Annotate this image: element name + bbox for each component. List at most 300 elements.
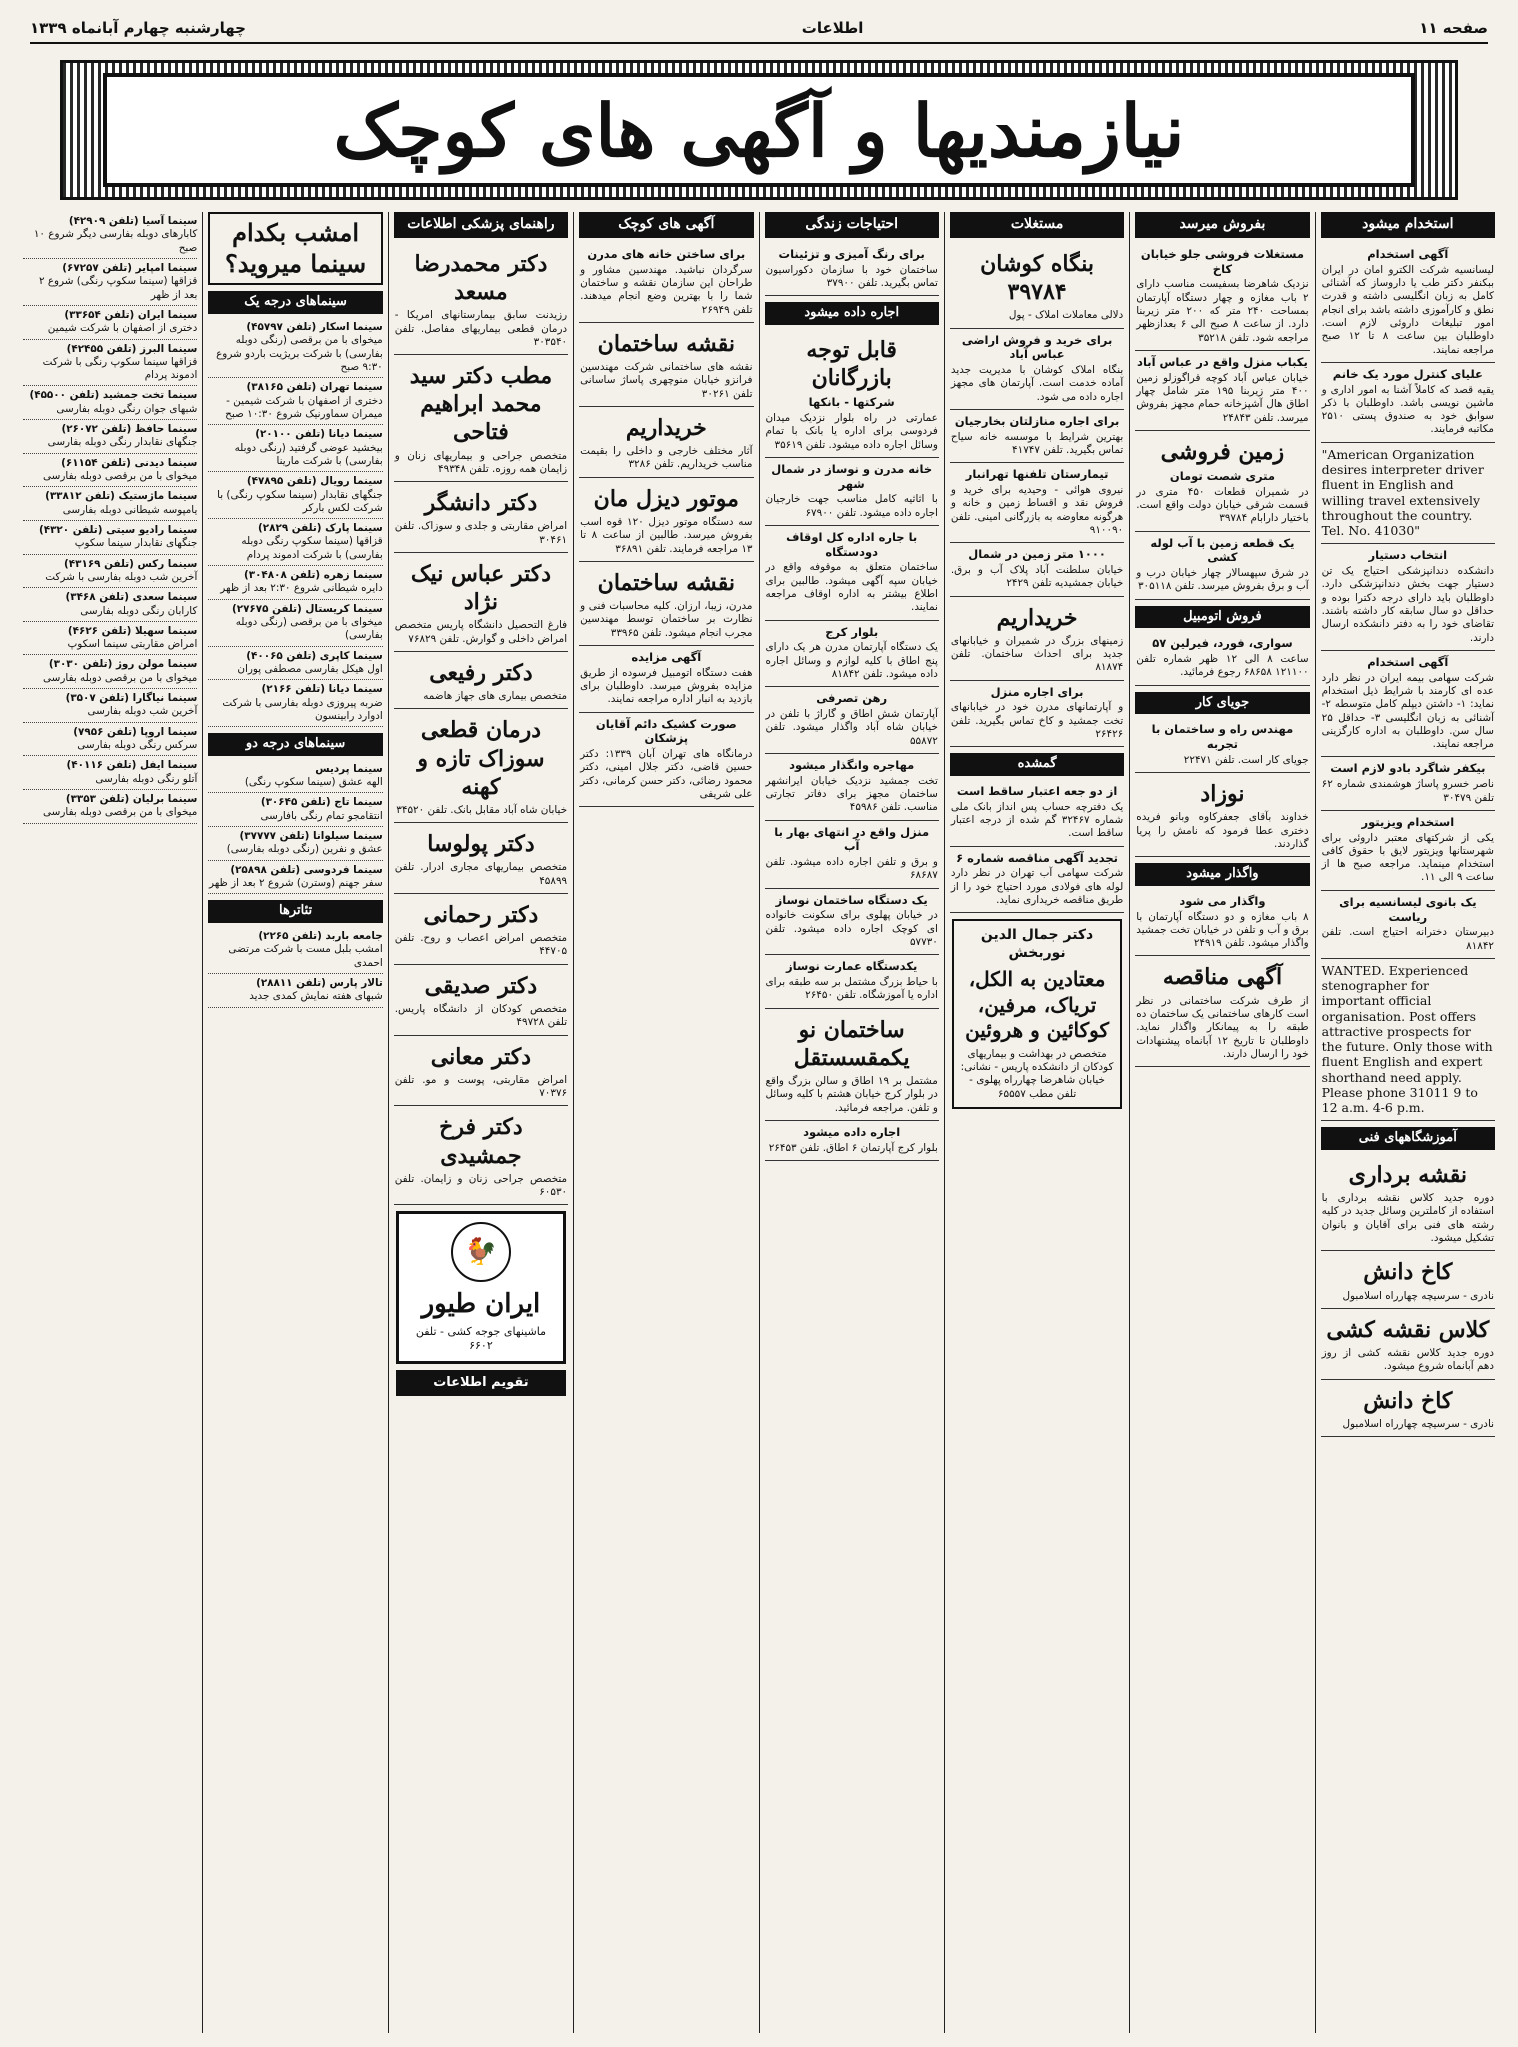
cinema-name: سینما مولن روژ (تلفن ۳۰۳۰) xyxy=(48,658,198,671)
classified-ad xyxy=(1135,431,1309,532)
ad-body: خیابان سلطنت آباد پلاک آب و برق. خیابان جمشیدیه تلفن ۲۴۲۹ xyxy=(950,563,1124,590)
ad-title: برای رنگ آمیزی و تزئینات xyxy=(778,246,925,261)
ad-headline: دکتر رحمانی xyxy=(423,902,539,928)
cinema-program: آخرین شب دوبله بفارسی xyxy=(87,705,198,718)
ad-headline: نقشه ساختمان xyxy=(597,569,735,596)
ad-headline: زمین فروشی xyxy=(1160,438,1285,465)
classified-ad xyxy=(394,965,568,1036)
section-subheading: اجاره داده میشود xyxy=(765,302,939,325)
ad-headline: موتور دیزل مان xyxy=(593,485,739,512)
ad-headline: مطب دکتر سید محمد ابراهیم فتاحی xyxy=(409,363,553,446)
cinema-program: دختری از اصفهان با شرکت شیمین xyxy=(47,322,198,335)
cinema-name: سینما اروپا (تلفن ۷۹۵۶) xyxy=(73,725,198,738)
cinema-listing xyxy=(23,723,197,757)
cinema-program: بیخشید عوضی گرفتید (رنگی دوبله بفارسی) با شرکت مارینا xyxy=(234,441,383,467)
ad-body: آپارتمان شش اطاق و گاراژ با تلفن در خیابان شاه آباد واگذار میشود. تلفن ۵۵۸۷۲ xyxy=(765,707,938,747)
ad-body: و آپارتمانهای مدرن خود در خیابانهای تخت جمشید و کاخ تماس بگیرید. تلفن ۲۶۴۲۶ xyxy=(950,701,1124,740)
cinema-name: سینما آسیا (تلفن ۴۲۹۰۹) xyxy=(68,215,198,227)
column-heading: راهنمای پزشکی اطلاعات xyxy=(394,212,568,238)
cinema-name: سینما البرز (تلفن ۴۲۴۵۵) xyxy=(66,342,198,355)
ad-headline: دکتر رفیعی xyxy=(429,659,533,686)
cinema-name: سینما ایفل (تلفن ۴۰۱۱۶) xyxy=(66,759,198,772)
ad-body: در شمیران قطعات ۴۵۰ متری در قسمت شرقی خیابان دولت واقع است. باختیار دارابام ۳۹۷۸۴ xyxy=(1136,485,1309,525)
section-subheading: گمشده xyxy=(950,753,1124,776)
classified-ad xyxy=(950,681,1124,748)
cinema-name: سینما اسکار (تلفن ۴۵۷۹۷) xyxy=(246,321,383,334)
cinema-program: کارابان رنگی دوبله بفارسی xyxy=(80,604,198,617)
cinema-name: سینما سعدی (تلفن ۳۴۶۸) xyxy=(65,591,198,604)
ad-body: ساعت ۸ الی ۱۲ ظهر شماره تلفن ۱۲۱۱۰۰ ۶۸۶۵۸ رجوع فرمائید. xyxy=(1136,653,1309,679)
cinema-program: آخرین شب دوبله بفارسی با شرکت xyxy=(45,570,198,583)
brand-tagline: ماشینهای جوجه کشی - تلفن ۶۶۰۲ xyxy=(415,1324,546,1352)
ad-body: بلوار کرج آپارتمان ۶ اطاق. تلفن ۲۶۴۵۳ xyxy=(768,1141,938,1154)
cinema-listing xyxy=(23,212,197,259)
column-5 xyxy=(573,212,758,2033)
ad-title: بلوار کرج xyxy=(825,624,879,639)
classified-ad xyxy=(579,713,753,808)
ad-body: لیسانسیه شرکت الکترو امان در ایران ببکنفر دکتر طب یا داروساز که آشنائی کامل به زبان انگلیسی داشته و قدرت نطق و کارآموزی داشته باشد برای انجام امور تبلیغات داروئی لازم است. داوطلبان بین ساعت ۸ تا ۱۲ صبح مراجعه نمایند. xyxy=(1321,263,1495,356)
classified-ad xyxy=(950,543,1124,596)
ad-body: در خیابان پهلوی برای سکونت خانواده ای کوچک اجاره داده میشود. تلفن ۵۷۷۳۰ xyxy=(765,909,938,948)
cinema-listing xyxy=(23,756,197,790)
cinema-name: سینما امپایر (تلفن ۶۷۲۵۷) xyxy=(62,261,198,274)
cinema-program: شبهای هفته نمایش کمدی جدید xyxy=(249,990,383,1003)
classified-ad xyxy=(1321,1309,1495,1380)
classified-ad xyxy=(765,329,939,458)
classified-ad xyxy=(1321,363,1495,443)
ad-title: از دو جعه اعتبار ساقط است xyxy=(956,783,1118,798)
classified-ad xyxy=(394,894,568,965)
cinema-program: شبهای جوان رنگی دوبله بفارسی xyxy=(56,402,198,415)
page-header xyxy=(30,14,1488,44)
cinema-program: جنگهای نقابدار (سینما سکوپ رنگی) با شرکت لکس بارکر xyxy=(217,488,383,514)
ad-body: در شرق سپهسالار چهار خیابان درب و آب و برق بفروش میرسد. تلفن ۳۰۵۱۱۸ xyxy=(1136,567,1309,593)
masthead-banner xyxy=(60,60,1458,200)
cinema-guide-title: امشب بکدام سینما میروید؟ xyxy=(208,212,382,285)
cinema-listing xyxy=(208,378,382,425)
ad-body: دانشکده دندانپزشکی احتیاج یک تن دستیار جهت بخش دندانپزشکی دارد. داوطلبان باید دارای درجه دکترا بوده و حداقل دو سال سابقه کار داشته باشند. تقاضای خود را به دفتر دانشکده ارسال دارند. xyxy=(1321,565,1494,644)
ad-body: بهترین شرایط با موسسه خانه سیاح تماس بگیرید. تلفن ۴۱۷۴۷ xyxy=(950,430,1124,456)
ad-title: آگهی استخدام xyxy=(1367,246,1449,261)
ad-title: یکباب منزل واقع در عباس آباد xyxy=(1137,354,1308,369)
ad-headline: کاخ دانش xyxy=(1363,1387,1453,1414)
classified-ad: "American Organization desires interpreter driver fluent in English and willing travel extensively throughout the country. Tel. No. 41030" xyxy=(1321,443,1495,545)
classified-ad xyxy=(1135,773,1309,857)
cinema-listing xyxy=(208,680,382,727)
cinema-listing xyxy=(208,927,382,974)
ad-title: بیکفر شاگرد بادو لازم است xyxy=(1330,761,1486,776)
cinema-listing xyxy=(208,760,382,794)
cinema-name: سینما رادیو سیتی (تلفن ۴۳۲۰) xyxy=(38,523,198,536)
ad-headline: کلاس نقشه کشی xyxy=(1326,1316,1490,1343)
cinema-name: سینما تهران (تلفن ۳۸۱۶۵) xyxy=(246,381,383,394)
ad-title: علیای کنترل مورد یک خانم xyxy=(1332,366,1483,381)
ad-body: بنگاه املاک کوشان با مدیریت جدید آماده خدمت است. آپارتمان های مجهز اجاره داده می شود. xyxy=(950,363,1124,403)
ad-title: برای اجاره منازلتان بخارجیان xyxy=(954,413,1120,428)
ad-body: یک دستگاه آپارتمان مدرن هر یک دارای پنج اطاق با کلیه لوازم و وسائل اجاره داده میشود. تلفن ۸۱۸۴۲ xyxy=(765,641,938,680)
column-heading: استخدام میشود xyxy=(1321,212,1495,238)
doctor-name: دکتر جمال الدین نوربخش xyxy=(980,927,1094,962)
ad-title: متری شصت تومان xyxy=(1169,469,1275,484)
doctor-specialty: معتادین به الکل، تریاک، مرفین، کوکائین و هروئین xyxy=(965,967,1110,1043)
ad-headline: نقشه ساختمان xyxy=(597,330,735,357)
ad-headline: خریداریم xyxy=(996,604,1078,631)
rooster-icon: 🐓 xyxy=(451,1222,511,1282)
classified-ad: WANTED. Experienced stenographer for important official organisation. Post offers attractive prospects for the future. Only those with fluent English and expert shorthand need apply. Please phone 31011 9 to 12 a.m. 4-6 p.m. xyxy=(1321,959,1495,1122)
classified-ad xyxy=(1135,532,1309,600)
section-subheading: واگذار میشود xyxy=(1135,863,1309,886)
ad-body: مشتمل بر ۱۹ اطاق و سالن بزرگ واقع در بلوار کرج خیابان هشتم با کلیه وسائل و تلفن. مراجعه فرمائید. xyxy=(765,1074,938,1114)
cinema-listing xyxy=(23,790,197,824)
classified-ad xyxy=(394,652,568,709)
cinema-program: آتلو رنگی دوبله بفارسی xyxy=(95,772,198,785)
cinema-listing xyxy=(23,689,197,723)
classified-ad xyxy=(950,597,1124,681)
ad-body: شرکت سهامی آب تهران در نظر دارد لوله های فولادی مورد احتیاج خود را از طریق مناقصه خریداری نماید. xyxy=(950,867,1124,906)
cinema-listing xyxy=(208,566,382,600)
ad-headline: بنگاه کوشان ۳۹۷۸۴ xyxy=(980,250,1095,306)
cinema-program: سفر جهنم (وسترن) شروع ۲ بعد از ظهر xyxy=(209,877,383,889)
column-heading: آگهی های کوچک xyxy=(579,212,753,238)
ad-title: شرکتها - بانکها xyxy=(808,395,895,410)
ad-body: ساختمان متعلق به موقوفه واقع در خیابان سپه آگهی میشود. طالبین برای اطلاع بیشتر به اداره اوقاف مراجعه نمایند. xyxy=(765,561,938,614)
ad-body: نادری - سرسیچه چهارراه اسلامبول xyxy=(1342,1417,1494,1430)
classified-ad xyxy=(579,243,753,323)
ad-headline: نقشه برداری xyxy=(1348,1161,1467,1188)
ad-body: و برق و تلفن اجاره داده میشود. تلفن ۶۸۶۸۷ xyxy=(765,856,938,882)
classified-ad xyxy=(394,823,568,894)
ad-headline: دکتر صدیقی xyxy=(424,972,538,999)
ad-body: مدرن، زیبا، ارزان. کلیه محاسبات فنی و نظارت بر ساختمان توسط مهندسین مجرب انجام میشود. تلفن ۳۳۹۶۵ xyxy=(580,600,753,639)
cinema-listing xyxy=(208,318,382,378)
cinema-program: قزاقها (سینما سکوپ رنگی) شروع ۲ بعد از ظهر xyxy=(38,275,198,301)
cinema-listing xyxy=(23,622,197,656)
classified-ad xyxy=(1321,811,1495,891)
ad-title: اجاره داده میشود xyxy=(803,1124,901,1139)
masthead-title: نیازمندیها و آگهی های کوچک xyxy=(333,87,1185,173)
cinema-program: دختری از اصفهان با شرکت شیمین - میمران سماورنیک شروع ۱۰:۳۰ صبح xyxy=(225,394,383,420)
ad-body: سرگردان نباشید. مهندسین مشاور و طراحان این سازمان نقشه و ساختمان شما را با بهترین وضع انجام میدهند. تلفن ۲۶۹۴۹ xyxy=(580,263,753,316)
cinema-listing xyxy=(208,827,382,861)
cinema-name: جامعه باربد (تلفن ۲۲۶۵) xyxy=(258,929,383,942)
cinema-program: دایره شیطانی شروع ۲:۳۰ بعد از ظهر xyxy=(220,582,383,595)
ad-body: فارغ التحصیل دانشگاه پاریس متخصص امراض داخلی و گوارش. تلفن ۷۶۸۲۹ xyxy=(394,619,568,645)
classified-ad xyxy=(765,1121,939,1161)
ad-body: نقشه های ساختمانی شرکت مهندسین فرانزو خیابان منوچهری پاساژ ساسانی تلفن ۳۰۲۶۱ xyxy=(580,361,753,400)
ad-headline: دکتر فرخ جمشیدی xyxy=(439,1114,523,1169)
classified-ad xyxy=(394,355,568,482)
ad-body: متخصص امراض اعصاب و روح. تلفن ۴۴۷۰۵ xyxy=(394,932,568,958)
ad-body: یک دفترچه حساب پس انداز بانک ملی شماره ۳۲۴۶۷ گم شده از درجه اعتبار ساقط است. xyxy=(950,800,1124,840)
classified-ad xyxy=(1321,891,1495,959)
cinema-program: جنگهای نقابدار رنگی دوبله بفارسی xyxy=(47,436,198,449)
classified-ad xyxy=(394,709,568,823)
cinema-program: عشق و نفرین (رنگی دوبله بفارسی) xyxy=(226,843,383,856)
ad-body: متخصص جراحی و بیماریهای زنان و زایمان همه روزه. تلفن ۴۹۳۴۸ xyxy=(394,449,568,475)
classified-ad xyxy=(394,1106,568,1205)
classified-ad xyxy=(950,243,1124,329)
classified-ad xyxy=(1321,544,1495,651)
classified-ad xyxy=(394,553,568,652)
ad-title: برای خرید و فروش اراضی عباس آباد xyxy=(961,332,1113,362)
column-heading: احتیاجات زندگی xyxy=(765,212,939,238)
cinema-program: یامپوسه شیطانی دوبله بفارسی xyxy=(62,503,198,516)
cinema-program: جنگهای نقابدار سینما سکوپ xyxy=(74,537,198,550)
classified-ad xyxy=(765,458,939,526)
classified-ad xyxy=(1321,1380,1495,1437)
column-heading: مستغلات xyxy=(950,212,1124,238)
newspaper-name: اطلاعات xyxy=(801,19,864,37)
classified-ad xyxy=(950,780,1124,847)
cinema-program: امشب بلبل مست با شرکت مرتضی احمدی xyxy=(228,943,383,969)
classified-ad xyxy=(950,847,1124,914)
ad-headline: آگهی مناقصه xyxy=(1162,964,1283,991)
masthead-title-box xyxy=(103,73,1415,187)
classified-ad xyxy=(765,243,939,296)
column-3 xyxy=(944,212,1129,2033)
ad-body: شرکت سهامی بیمه ایران در نظر دارد عده ای کارمند با شرایط ذیل استخدام نماید: ۱- داشتن دیپلم کامل متوسطه ۲- آشنائی به زبان انگلیسی ۳- حداقل ۲۵ سال سن. داوطلبان به اداره کارگزینی مراجعه نمایند. xyxy=(1321,671,1494,751)
cinema-name: سینما دیانا (تلفن ۲۱۶۶) xyxy=(261,683,383,696)
ad-body: تخت جمشید نزدیک خیابان ایرانشهر ساختمان مجهز برای دفاتر تجارتی مناسب. تلفن ۴۵۹۸۶ xyxy=(765,774,938,814)
classified-ad xyxy=(1321,243,1495,363)
classified-ad xyxy=(765,687,939,754)
cinema-listing xyxy=(208,472,382,519)
ad-headline: دکتر محمدرضا مسعد xyxy=(414,250,548,306)
classified-ad xyxy=(1321,1154,1495,1251)
classified-ad xyxy=(1135,890,1309,957)
cinema-name: سینما کریستال (تلفن ۲۷۶۷۵) xyxy=(231,602,383,615)
section-subheading: جویای کار xyxy=(1135,692,1309,715)
ad-body: امراض مقاربتی و جلدی و سوزاک. تلفن ۳۰۴۶۱ xyxy=(394,520,568,546)
cinema-name: سینما برلیان (تلفن ۳۳۵۳) xyxy=(65,792,198,805)
ad-title: خانه مدرن و نوساز در شمال شهر xyxy=(771,461,933,491)
classified-ad xyxy=(950,463,1124,543)
ad-title: یک دستگاه ساختمان نوساز xyxy=(775,892,928,907)
ad-title: واگذار می شود xyxy=(1179,893,1266,908)
ad-body: سه دستگاه موتور دیزل ۱۲۰ قوه اسب بفروش میرسد. طالبین از ساعت ۸ تا ۱۳ مراجعه فرمایند. تلفن ۳۶۸۹۱ xyxy=(580,515,753,555)
cinema-program: قزاقها سینما سکوپ رنگی با شرکت ادموند پردام xyxy=(42,355,198,382)
column-8 xyxy=(18,212,202,2033)
cinema-name: سینما زهره (تلفن ۳۰۴۸۰۸) xyxy=(244,569,383,582)
cinema-listing xyxy=(208,425,382,472)
ad-title: آگهی مزایده xyxy=(631,649,702,664)
section-subheading: تئاترها xyxy=(208,900,382,923)
ad-body: جویای کار است. تلفن ۲۲۴۷۱ xyxy=(1183,753,1309,766)
cinema-program: کابارهای دوبله بفارسی دیگر شروع ۱۰ صبح xyxy=(33,228,198,254)
section-subheading: آموزشگاههای فنی xyxy=(1321,1127,1495,1150)
ad-body: ناصر خسرو پاساژ هوشمندی شماره ۶۲ تلفن ۳۰۴۷۹ xyxy=(1321,778,1494,804)
ad-body: متخصص بیماریهای مجاری ادرار. تلفن ۴۵۸۹۹ xyxy=(394,861,568,887)
section-subheading: سینماهای درجه یک xyxy=(208,291,382,314)
cinema-listing xyxy=(208,600,382,647)
classified-ad xyxy=(1135,956,1309,1067)
cinema-name: سینما رویال (تلفن ۴۷۸۹۵) xyxy=(246,475,383,488)
classified-ad xyxy=(765,526,939,621)
classified-ad xyxy=(1321,651,1495,758)
cinema-listing xyxy=(23,454,197,488)
ad-body: با اثاثیه کامل مناسب جهت خارجیان اجاره داده میشود. تلفن ۶۷۹۰۰ xyxy=(765,493,938,519)
cinema-program: قزاقها (سینما سکوپ رنگی دوبله بفارسی) با شرکت ادموند پردام xyxy=(241,535,383,561)
cinema-name: سینما تخت جمشید (تلفن ۴۵۵۰۰) xyxy=(29,389,198,402)
ad-body: متخصص بیماری های جهاز هاضمه xyxy=(423,690,568,703)
ad-title: سواری، فورد، فیرلین ۵۷ xyxy=(1152,636,1293,651)
cinema-listing xyxy=(23,420,197,454)
cinema-program: ضربه پیروزی دوبله بفارسی با شرکت ادوارد رابینسون xyxy=(222,696,383,722)
ad-title: صورت کشیک دائم آقایان پزشکان xyxy=(595,716,737,746)
brand-name: ایران طیور xyxy=(421,1289,541,1320)
classified-ad xyxy=(765,754,939,821)
cinema-name: سینما نیاگارا (تلفن ۳۵۰۷) xyxy=(65,692,198,705)
classified-ad xyxy=(950,410,1124,463)
classified-ad xyxy=(765,621,939,688)
ad-body: زمینهای بزرگ در شمیران و خیابانهای جدید برای احداث ساختمان. تلفن ۸۱۸۷۴ xyxy=(950,634,1124,674)
cinema-name: سینما پردیس xyxy=(315,762,383,775)
cinema-program: میخوای با من برقصی دوبله بفارسی xyxy=(43,806,198,819)
issue-date: چهارشنبه چهارم آبانماه ۱۳۳۹ xyxy=(30,19,246,37)
classified-ad xyxy=(1135,632,1309,685)
cinema-program: سرکس رنگی دوبله بفارسی xyxy=(77,739,198,751)
ad-title: با جاره اداره کل اوقاف دودستگاه xyxy=(786,529,918,559)
ad-body: دوره جدید کلاس نقشه برداری با استفاده از کاملترین وسائل جدید در کلیه رشته های فنی برای آقایان و بانوان تشکیل میشود. xyxy=(1321,1192,1494,1245)
classified-columns xyxy=(18,212,1500,2033)
ad-body: رزیدنت سابق بیمارستانهای امریکا - درمان قطعی بیماریهای مفاصل. تلفن ۳۰۳۵۴۰ xyxy=(394,309,568,348)
ad-headline: دکتر معانی xyxy=(430,1043,532,1070)
section-subheading: سینماهای درجه دو xyxy=(208,733,382,756)
cinema-name: سینما حافظ (تلفن ۲۶۰۷۲) xyxy=(61,423,198,436)
classified-ad xyxy=(579,323,753,407)
cinema-name: سینما دیانا (تلفن ۲۰۱۰۰) xyxy=(255,428,383,441)
ad-body: هفت دستگاه اتومبیل فرسوده از طریق مزایده بفروش میرسد. داوطلبان برای بازدید به انبار اداره مراجعه نمایند. xyxy=(580,666,753,706)
ad-body: متخصص جراحی زنان و زایمان. تلفن ۶۰۵۳۰ xyxy=(394,1172,568,1198)
column-6 xyxy=(388,212,573,2033)
ad-headline: دکتر دانشگر xyxy=(424,490,538,517)
cinema-listing xyxy=(23,655,197,689)
column-4 xyxy=(759,212,944,2033)
ad-title: مهندس راه و ساختمان با تجربه xyxy=(1151,722,1294,752)
cinema-name: تالار پارس (تلفن ۲۸۸۱۱) xyxy=(256,976,383,989)
cinema-listing xyxy=(208,974,382,1008)
ad-title: رهن تصرفی xyxy=(816,691,888,706)
ad-body: با حیاط بزرگ مشتمل بر سه طبقه برای اداره یا آموزشگاه. تلفن ۲۶۴۵۰ xyxy=(765,976,938,1002)
classified-ad xyxy=(765,1009,939,1121)
cinema-name: سینما دیدنی (تلفن ۶۱۱۵۴) xyxy=(61,456,198,469)
cinema-listing xyxy=(208,861,382,895)
cinema-name: سینما ماژستیک (تلفن ۳۳۸۱۲) xyxy=(45,490,198,503)
ad-headline: نوزاد xyxy=(1200,781,1245,808)
cinema-name: سینما رکس (تلفن ۴۳۱۶۹) xyxy=(64,557,198,570)
ad-title: انتخاب دستیار xyxy=(1368,548,1448,563)
cinema-listing xyxy=(23,521,197,555)
ad-headline: خریداریم xyxy=(625,414,707,441)
ad-body: درمانگاه های تهران آبان ۱۳۳۹: دکتر حسین قاضی، دکتر جلال امینی، دکتر محمود رضائی، دکتر حسن کرمانی، دکتر علی شریفی xyxy=(580,748,753,800)
ad-title: برای ساختن خانه های مدرن xyxy=(587,246,746,261)
cinema-listing xyxy=(23,306,197,340)
ad-title: تجدید آگهی مناقصه شماره ۶ xyxy=(956,850,1118,865)
classified-ad xyxy=(579,478,753,562)
cinema-program: میخوای با من برقصی (رنگی دوبله بفارسی) xyxy=(235,616,383,642)
ad-headline: ساختمان نو یکمقسستقل xyxy=(793,1016,910,1071)
classified-ad xyxy=(1135,351,1309,431)
ad-body: عمارتی در راه بلوار نزدیک میدان فردوسی برای اداره یا بانک با تمام وسائل اجاره داده میشود. تلفن ۳۵۶۱۹ xyxy=(765,411,938,451)
cinema-listing xyxy=(208,647,382,681)
ad-body: دبیرستان دخترانه احتیاج است. تلفن ۸۱۸۴۲ xyxy=(1321,926,1494,952)
cinema-name: سینما فردوسی (تلفن ۲۵۸۹۸) xyxy=(230,863,383,876)
cinema-program: انتقامجو تمام رنگی بافارسی xyxy=(260,809,383,822)
ad-body: دوره جدید کلاس نقشه کشی از روز دهم آبانماه شروع میشود. xyxy=(1321,1347,1494,1373)
classified-ad xyxy=(1321,757,1495,810)
ad-body: خداوند بآقای جعفرکاوه وبانو فریده دختری عطا فرمود که نامش را پریا گذاردند. xyxy=(1136,811,1309,850)
ad-title: ۱۰۰۰ متر زمین در شمال xyxy=(968,547,1106,562)
column-1 xyxy=(1315,212,1500,2033)
cinema-program: الهه عشق (سینما سکوپ رنگی) xyxy=(244,776,383,789)
ad-body: امراض مقاربتی، پوست و مو. تلفن ۷۰۳۷۶ xyxy=(394,1073,568,1100)
ad-title: مهاجره وانگذار میشود xyxy=(789,757,915,772)
ad-title: آگهی استخدام xyxy=(1367,654,1449,669)
ad-body: خیابان عباس آباد کوچه قراگوزلو زمین ۴۰۰ متر زیربنا ۱۹۵ متر شامل چهار اطاق هال آشپزخانه حمام مجهز بفروش میرسد. تلفن ۲۴۸۴۳ xyxy=(1136,371,1309,424)
classified-ad xyxy=(579,646,753,713)
classified-ad xyxy=(950,329,1124,410)
classified-ad xyxy=(394,243,568,355)
cinema-name: سینما پارک (تلفن ۲۸۲۹) xyxy=(258,522,383,535)
cinema-listing xyxy=(208,793,382,827)
cinema-name: سینما تاج (تلفن ۳۰۶۴۵) xyxy=(260,796,383,809)
ad-body: دلالی معاملات املاک - پول xyxy=(1008,309,1124,322)
cinema-listing xyxy=(23,340,197,387)
cinema-listing xyxy=(23,487,197,521)
cinema-program: میخوای با من برقصی دوبله بفارسی xyxy=(43,671,198,684)
doctor-address: متخصص در بهداشت و بیماریهای کودکان از دانشکده پاریس - نشانی: خیابان شاهرضا چهارراه پهلوی - تلفن مطب ۶۵۵۵۷ xyxy=(960,1047,1114,1100)
ad-title: یکدستگاه عمارت نوساز xyxy=(786,959,918,974)
classified-ad xyxy=(1135,718,1309,773)
ad-body: نزدیک شاهرضا بسفیست مناسب دارای ۲ باب مغازه و چهار دستگاه آپارتمان بمساحت ۲۴۰ متر که ۲۰۰ متر زیربنا دارد. از ساعت ۸ صبح الی ۶ بعدازظهر مراجعه شود. تلفن ۳۵۲۱۸ xyxy=(1136,278,1309,344)
cinema-listing xyxy=(208,519,382,566)
ad-title: مستغلات فروشی جلو خیابان کاخ xyxy=(1140,246,1304,276)
ad-title: استخدام ویزیتور xyxy=(1361,814,1455,829)
ad-body: خیابان شاه آباد مقابل بانک. تلفن ۳۴۵۲۰ xyxy=(396,803,568,816)
calendar-heading: تقویم اطلاعات xyxy=(396,1370,566,1397)
cinema-program: میخوای با من برقصی دوبله بفارسی xyxy=(43,470,198,482)
ad-headline: قابل توجه بازرگانان xyxy=(806,336,897,392)
ad-body: ساختمان خود با سازمان دکوراسیون تماس بگیرید. تلفن ۳۷۹۰۰ xyxy=(765,263,938,289)
classified-ad xyxy=(394,1036,568,1107)
classified-ad xyxy=(1321,1251,1495,1308)
column-2 xyxy=(1129,212,1314,2033)
ad-title: منزل واقع در انتهای بهار با آب xyxy=(774,824,930,854)
ad-body: آثار مختلف خارجی و داخلی را بقیمت مناسب خریداریم. تلفن ۳۲۸۶ xyxy=(580,445,753,471)
doctor-ad-box xyxy=(952,919,1122,1109)
ad-body: نادری - سرسیچه چهارراه اسلامبول xyxy=(1342,1289,1494,1302)
cinema-name: سینما سهیلا (تلفن ۴۶۲۶) xyxy=(67,624,198,637)
classified-ad xyxy=(765,955,939,1008)
ad-body: از طرف شرکت ساختمانی در نظر است کارهای ساختمانی یک ساختمان ده طبقه را به پیمانکار واگذار نماید. داوطلبان تا تاریخ ۱۲ آبانماه پیشنهادات خود را ارسال دارند. xyxy=(1136,994,1309,1060)
ad-body: یقیه قصد که کاملاً آشنا به امور اداری و ماشین نویسی باشد. داوطلبان با ذکر سوابق خود به صندوق پستی ۲۵۱۰ مکاتبه فرمایند. xyxy=(1321,383,1494,436)
cinema-listing xyxy=(23,555,197,589)
cinema-listing xyxy=(23,386,197,420)
classified-ad xyxy=(579,562,753,646)
ad-headline: درمان قطعی سوزاک تازه و کهنه xyxy=(417,717,545,800)
ad-body: ۸ باب مغازه و دو دستگاه آپارتمان با برق و آب و تلفن در خیابان تخت جمشید واگذار میشود. تلفن ۲۴۹۱۹ xyxy=(1136,910,1309,950)
ad-title: یک قطعه زمین با آب لوله کشی xyxy=(1150,535,1295,565)
cinema-name: سینما ایران (تلفن ۳۳۶۵۴) xyxy=(64,308,198,321)
classified-ad xyxy=(579,407,753,478)
classified-ad xyxy=(1135,243,1309,351)
cinema-program: میخوای با من برقصی (رنگی دوبله بفارسی) با شرکت بریژیت باردو شروع ۹:۳۰ صبح xyxy=(216,334,383,373)
cinema-name: سینما سیلوانا (تلفن ۳۷۷۷۷) xyxy=(239,830,383,843)
column-7 xyxy=(202,212,387,2033)
column-heading: بفروش میرسد xyxy=(1135,212,1309,238)
cinema-program: امراض مقاربتی سینما اسکوپ xyxy=(67,638,198,651)
iran-tayyor-ad xyxy=(396,1211,566,1363)
